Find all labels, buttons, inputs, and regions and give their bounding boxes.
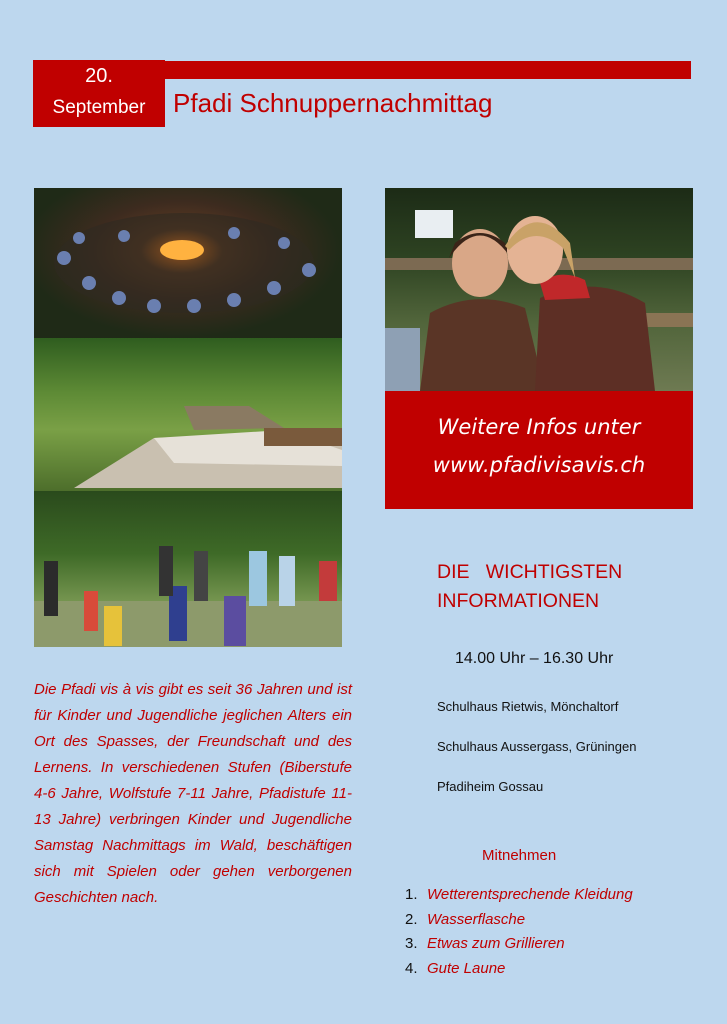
list-number: 1.	[405, 886, 418, 903]
location-item: Pfadiheim Gossau	[437, 779, 544, 794]
description-text: Die Pfadi vis à vis gibt es seit 36 Jahren und ist für Kinder und Jugendliche jeglichen Alters ein Ort des Spasses, der Freundschaft und des Lernens. In verschiedenen Stufen (Biberstufe 4-6 Jahre, Wolfstufe 7-11 Jahre, Pfadistufe 11-13 Jahre) verbringen Kinder und Jugendliche Samstag Nachmittags im Wald, beschäftigen sich mit Spielen oder gehen verborgenen Geschichten nach.	[34, 681, 352, 906]
date-day: 20.	[85, 65, 113, 87]
list-item-text: Wetterentsprechende Kleidung	[427, 886, 633, 903]
list-item	[405, 957, 633, 982]
info-heading-line1: DIE WICHTIGSTEN	[437, 561, 623, 583]
group-scene	[34, 491, 342, 647]
list-item	[405, 932, 633, 957]
list-number: 2.	[405, 910, 418, 928]
group-photo	[34, 491, 342, 647]
event-title: Pfadi Schnuppernachmittag	[173, 88, 493, 118]
more-info-label: Weitere Infos unter	[437, 415, 641, 439]
info-heading	[437, 558, 622, 616]
list-number: 3.	[405, 935, 418, 952]
website-link[interactable]: www.pfadivisavis.ch	[432, 453, 646, 477]
date-box	[33, 60, 165, 127]
tents-scene	[34, 338, 342, 491]
date-month: September	[52, 97, 146, 118]
friends-scene	[385, 188, 693, 391]
bring-heading: Mitnehmen	[482, 847, 557, 864]
list-item	[405, 908, 633, 933]
list-item	[405, 883, 633, 908]
list-item-text: Wasserflasche	[427, 910, 526, 928]
bring-list	[405, 883, 633, 981]
location-item: Schulhaus Aussergass, Grüningen	[437, 739, 637, 754]
event-time: 14.00 Uhr – 16.30 Uhr	[455, 650, 614, 667]
info-heading-line2: INFORMATIONEN	[437, 590, 600, 612]
location-item: Schulhaus Rietwis, Mönchaltorf	[437, 699, 619, 714]
campfire-scene	[34, 188, 342, 338]
list-item-text: Etwas zum Grillieren	[427, 935, 565, 952]
tents-photo	[34, 338, 342, 491]
more-info-box	[385, 391, 693, 509]
friends-photo	[385, 188, 693, 391]
list-number: 4.	[405, 959, 418, 977]
campfire-photo	[34, 188, 342, 338]
header-band	[165, 61, 691, 79]
list-item-text: Gute Laune	[427, 959, 506, 977]
